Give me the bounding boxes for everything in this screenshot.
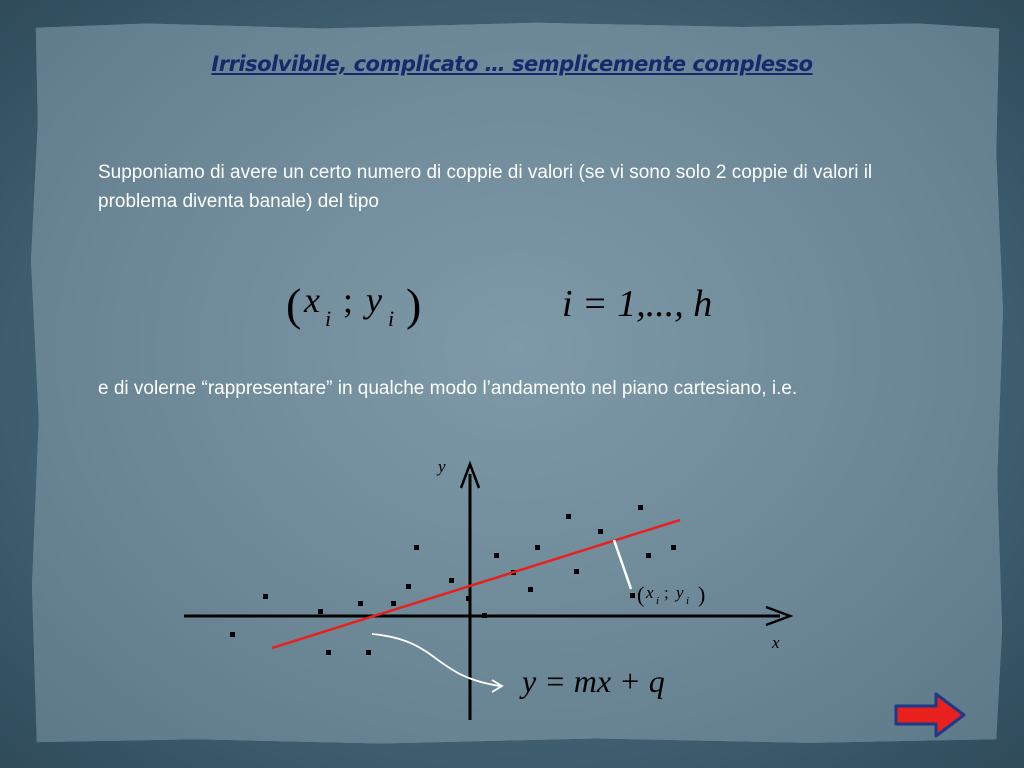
point-label-y-sub: i	[686, 595, 690, 607]
formula-pair-x: x	[304, 280, 320, 320]
x-axis-label: x	[772, 633, 780, 652]
scatter-point	[630, 593, 635, 598]
scatter-point	[494, 553, 499, 558]
line-equation: y = mx + q	[522, 663, 665, 699]
next-slide-button[interactable]	[890, 690, 970, 740]
scatter-point	[466, 596, 471, 601]
point-label-x: x	[646, 583, 654, 602]
scatter-point	[318, 609, 323, 614]
slide-title: Irrisolvibile, complicato … semplicemente complesso	[211, 52, 813, 76]
scatter-point	[528, 587, 533, 592]
scatter-point	[566, 514, 571, 519]
formula-pair	[286, 279, 421, 331]
scatter-point	[638, 505, 643, 510]
scatter-point	[671, 545, 676, 550]
scatter-point	[391, 601, 396, 606]
point-label-open-paren: (	[637, 582, 645, 607]
scatter-point	[482, 613, 487, 618]
equation-pointer-arrow	[372, 634, 500, 686]
formula-pair-separator: ;	[343, 280, 354, 320]
scatter-point	[406, 584, 411, 589]
scatter-points	[230, 505, 676, 655]
formula-pair-y: y	[366, 280, 382, 320]
y-axis-label: y	[438, 457, 446, 476]
regression-line	[272, 520, 680, 648]
scatter-point	[449, 578, 454, 583]
scatter-point	[646, 553, 651, 558]
scatter-point	[598, 529, 603, 534]
scatter-point	[326, 650, 331, 655]
scatter-point	[535, 545, 540, 550]
scatter-point	[230, 632, 235, 637]
formula-pair-x-sub: i	[325, 306, 332, 331]
right-arrow-icon	[890, 690, 970, 740]
formula-pair-close-paren: )	[406, 279, 422, 330]
point-label-close-paren: )	[698, 582, 706, 607]
point-callout-line	[614, 540, 631, 589]
point-label-y: y	[676, 583, 684, 602]
scatter-point	[414, 545, 419, 550]
intro-paragraph: Supponiamo di avere un certo numero di coppie di valori (se vi sono solo 2 coppie di valori il problema diventa banale) del tipo	[98, 162, 873, 212]
formula-index-range: i = 1,..., h	[562, 283, 713, 325]
formula-pair-open-paren: (	[286, 279, 302, 330]
scatter-point	[358, 601, 363, 606]
point-label-separator: ;	[664, 583, 669, 602]
representation-paragraph: e di volerne “rappresentare” in qualche modo l’andamento nel piano cartesiano, i.e.	[98, 378, 798, 399]
scatter-point	[574, 569, 579, 574]
scatter-point	[366, 650, 371, 655]
scatter-point	[263, 594, 268, 599]
formula-pair-y-sub: i	[388, 306, 395, 331]
point-label	[637, 582, 705, 607]
point-label-x-sub: i	[656, 595, 660, 607]
